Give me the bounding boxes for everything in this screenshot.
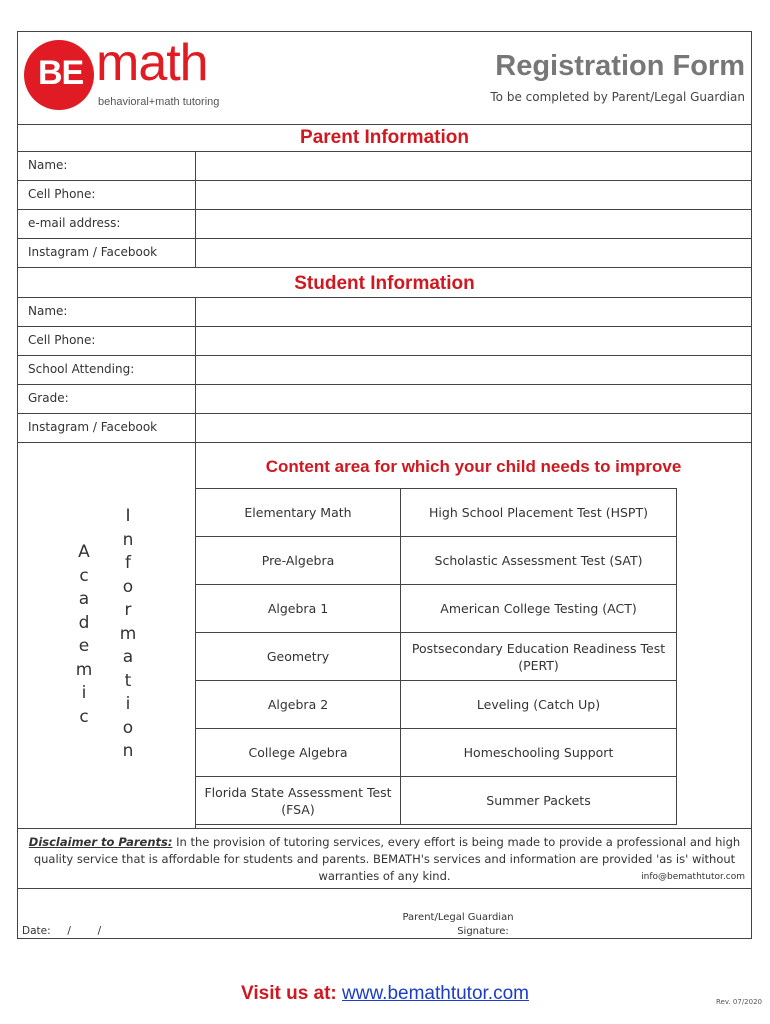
disclaimer-label: Disclaimer to Parents: xyxy=(28,835,173,849)
form-header xyxy=(18,32,751,125)
student-social-row xyxy=(18,413,751,442)
logo-math-text: math xyxy=(96,34,208,92)
vertical-letter: n xyxy=(122,741,134,761)
page-title: Registration Form xyxy=(495,50,745,82)
student-phone-field[interactable] xyxy=(195,327,752,355)
vertical-letter: i xyxy=(81,683,87,703)
signature-label-1: Parent/Legal Guardian xyxy=(402,912,514,923)
field-label: School Attending: xyxy=(28,362,135,376)
content-area-title: Content area for which your child needs to improve xyxy=(265,457,682,476)
website-link[interactable]: www.bemathtutor.com xyxy=(342,983,529,1004)
parent-social-field[interactable] xyxy=(195,239,752,267)
student-phone-row xyxy=(18,326,751,355)
contact-email[interactable]: info@bemathtutor.com xyxy=(641,872,745,882)
parent-section-title: Parent Information xyxy=(300,127,469,148)
test-cell[interactable]: Scholastic Assessment Test (SAT) xyxy=(401,537,677,585)
page-subtitle: To be completed by Parent/Legal Guardian xyxy=(490,90,745,104)
field-label: Instagram / Facebook xyxy=(28,420,158,434)
revision-note: Rev. 07/2020 xyxy=(716,998,762,1006)
student-name-row xyxy=(18,297,751,326)
subject-cell[interactable]: Geometry xyxy=(196,633,401,681)
parent-social-row xyxy=(18,238,751,267)
subject-cell[interactable]: Algebra 1 xyxy=(196,585,401,633)
vertical-letter: a xyxy=(122,647,134,667)
subject-cell[interactable]: College Algebra xyxy=(196,729,401,777)
test-cell[interactable]: Postsecondary Education Readiness Test (PERT) xyxy=(401,633,677,681)
vertical-letter: I xyxy=(125,506,131,526)
test-cell[interactable]: Homeschooling Support xyxy=(401,729,677,777)
student-grade-field[interactable] xyxy=(195,385,752,413)
field-label: Instagram / Facebook xyxy=(28,245,158,259)
student-section-title: Student Information xyxy=(294,273,475,294)
parent-name-row xyxy=(18,151,751,180)
field-label: Cell Phone: xyxy=(28,187,96,201)
parent-email-field[interactable] xyxy=(195,210,752,238)
student-school-row xyxy=(18,355,751,384)
vertical-letter: e xyxy=(78,636,90,656)
date-slashes: / / xyxy=(67,925,102,937)
subject-cell[interactable]: Florida State Assessment Test (FSA) xyxy=(196,777,401,825)
vertical-letter: d xyxy=(78,612,90,633)
field-label: Cell Phone: xyxy=(28,333,96,347)
test-cell[interactable]: Summer Packets xyxy=(401,777,677,825)
vertical-letter: n xyxy=(122,529,134,550)
vertical-letter: A xyxy=(78,542,90,562)
signature-row xyxy=(18,888,751,941)
subject-cell[interactable]: Algebra 2 xyxy=(196,681,401,729)
vertical-letter: i xyxy=(125,694,131,714)
test-cell[interactable]: American College Testing (ACT) xyxy=(401,585,677,633)
signature-label-2: Signature: xyxy=(457,926,509,937)
academic-section xyxy=(18,442,751,829)
student-grade-row xyxy=(18,384,751,413)
vertical-letter: m xyxy=(75,659,93,680)
field-label: Name: xyxy=(28,304,68,318)
student-school-field[interactable] xyxy=(195,356,752,384)
test-cell[interactable]: High School Placement Test (HSPT) xyxy=(401,489,677,537)
vertical-letter: t xyxy=(124,670,132,691)
student-social-field[interactable] xyxy=(195,414,752,442)
parent-phone-field[interactable] xyxy=(195,181,752,209)
subject-cell[interactable]: Pre-Algebra xyxy=(196,537,401,585)
vertical-word-information xyxy=(118,505,138,764)
academic-side-label xyxy=(18,443,196,829)
test-cell[interactable]: Leveling (Catch Up) xyxy=(401,681,677,729)
subject-cell[interactable]: Elementary Math xyxy=(196,489,401,537)
vertical-letter: r xyxy=(124,600,132,620)
field-label: Grade: xyxy=(28,391,69,405)
visit-footer xyxy=(0,983,770,1005)
parent-phone-row xyxy=(18,180,751,209)
field-label: e-mail address: xyxy=(28,216,121,230)
vertical-letter: m xyxy=(119,623,137,644)
logo-tagline: behavioral+math tutoring xyxy=(98,96,220,108)
vertical-letter: c xyxy=(79,565,89,586)
parent-email-row xyxy=(18,209,751,238)
registration-form xyxy=(17,31,752,939)
vertical-letter: a xyxy=(78,589,90,609)
vertical-word-academic xyxy=(74,541,94,729)
vertical-letter: f xyxy=(125,553,131,573)
field-label: Name: xyxy=(28,158,68,172)
logo-be-text: BE xyxy=(38,54,84,92)
date-field[interactable] xyxy=(22,925,101,937)
disclaimer-text: In the provision of tutoring services, every effort is being made to provide a professional and high quality service that is affordable for students and parents. BEMATH's services and information are provided 'as is' without warranties of any kind. xyxy=(33,835,741,883)
signature-field[interactable] xyxy=(378,911,538,939)
student-name-field[interactable] xyxy=(195,298,752,326)
vertical-letter: o xyxy=(122,717,134,738)
disclaimer xyxy=(18,828,751,888)
subject-grid xyxy=(196,488,677,817)
parent-name-field[interactable] xyxy=(195,152,752,180)
date-label: Date: xyxy=(22,925,51,937)
vertical-letter: o xyxy=(122,576,134,597)
visit-label: Visit us at: xyxy=(241,983,337,1004)
vertical-letter: c xyxy=(79,706,89,727)
